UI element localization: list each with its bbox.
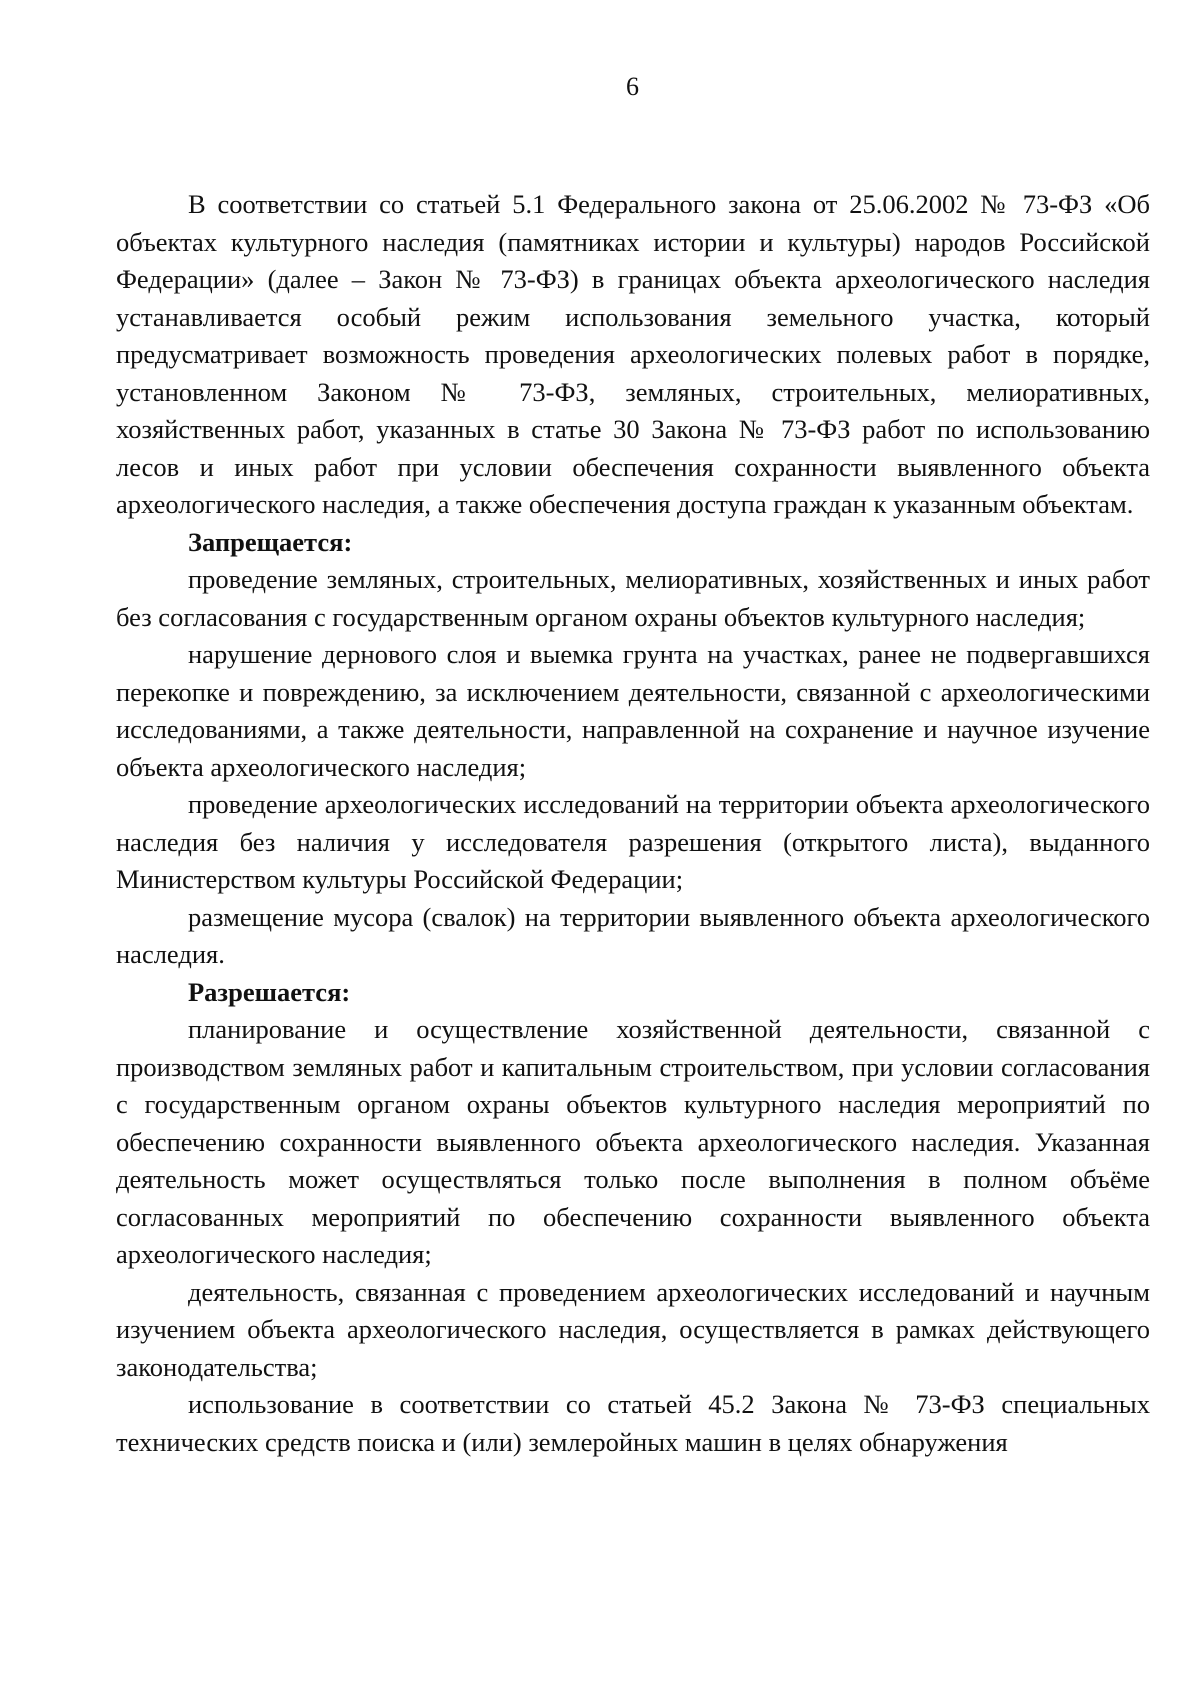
permitted-heading: Разрешается: — [188, 976, 351, 1007]
prohibited-item: нарушение дернового слоя и выемка грунта на участках, ранее не подвергавшихся перекопке и повреждению, за исключением деятельности, связанной с археологическими исследованиями, а также деятельности, направленной на сохранение и научное изучение объекта археологического наследия; — [116, 639, 1150, 782]
permitted-item: использование в соответствии со статьей 45.2 Закона № 73-ФЗ специальных технических средств поиска и (или) землеройных машин в целях обнаружения — [116, 1389, 1150, 1457]
intro-paragraph: В соответствии со статьей 5.1 Федерального закона от 25.06.2002 № 73-ФЗ «Об объектах культурного наследия (памятниках истории и культуры) народов Российской Федерации» (далее – Закон № 73-ФЗ) в границах объекта археологического наследия устанавливается особый режим использования земельного участка, который предусматривает возможность проведения археологических полевых работ в порядке, установленном Законом № 73-ФЗ, земляных, строительных, мелиоративных, хозяйственных работ, указанных в статье 30 Закона № 73-ФЗ работ по использованию лесов и иных работ при условии обеспечения сохранности выявленного объекта археологического наследия, а также обеспечения доступа граждан к указанным объектам. — [116, 189, 1150, 519]
permitted-item: планирование и осуществление хозяйственной деятельности, связанной с производством земляных работ и капитальным строительством, при условии согласования с государственным органом охраны объектов культурного наследия мероприятий по обеспечению сохранности выявленного объекта археологического наследия. Указанная деятельность может осуществляться только после выполнения в полном объёме согласованных мероприятий по обеспечению сохранности выявленного объекта археологического наследия; — [116, 1014, 1150, 1269]
document-body — [116, 186, 1150, 1461]
permitted-item: деятельность, связанная с проведением археологических исследований и научным изучением объекта археологического наследия, осуществляется в рамках действующего законодательства; — [116, 1276, 1150, 1382]
prohibited-item: размещение мусора (свалок) на территории выявленного объекта археологического наследия. — [116, 901, 1150, 969]
page-number: 6 — [626, 72, 639, 101]
prohibited-item: проведение археологических исследований на территории объекта археологического наследия без наличия у исследователя разрешения (открытого листа), выданного Министерством культуры Российской Федерации; — [116, 789, 1150, 894]
prohibited-heading: Запрещается: — [188, 526, 353, 557]
prohibited-item: проведение земляных, строительных, мелиоративных, хозяйственных и иных работ без согласования с государственным органом охраны объектов культурного наследия; — [116, 564, 1150, 632]
